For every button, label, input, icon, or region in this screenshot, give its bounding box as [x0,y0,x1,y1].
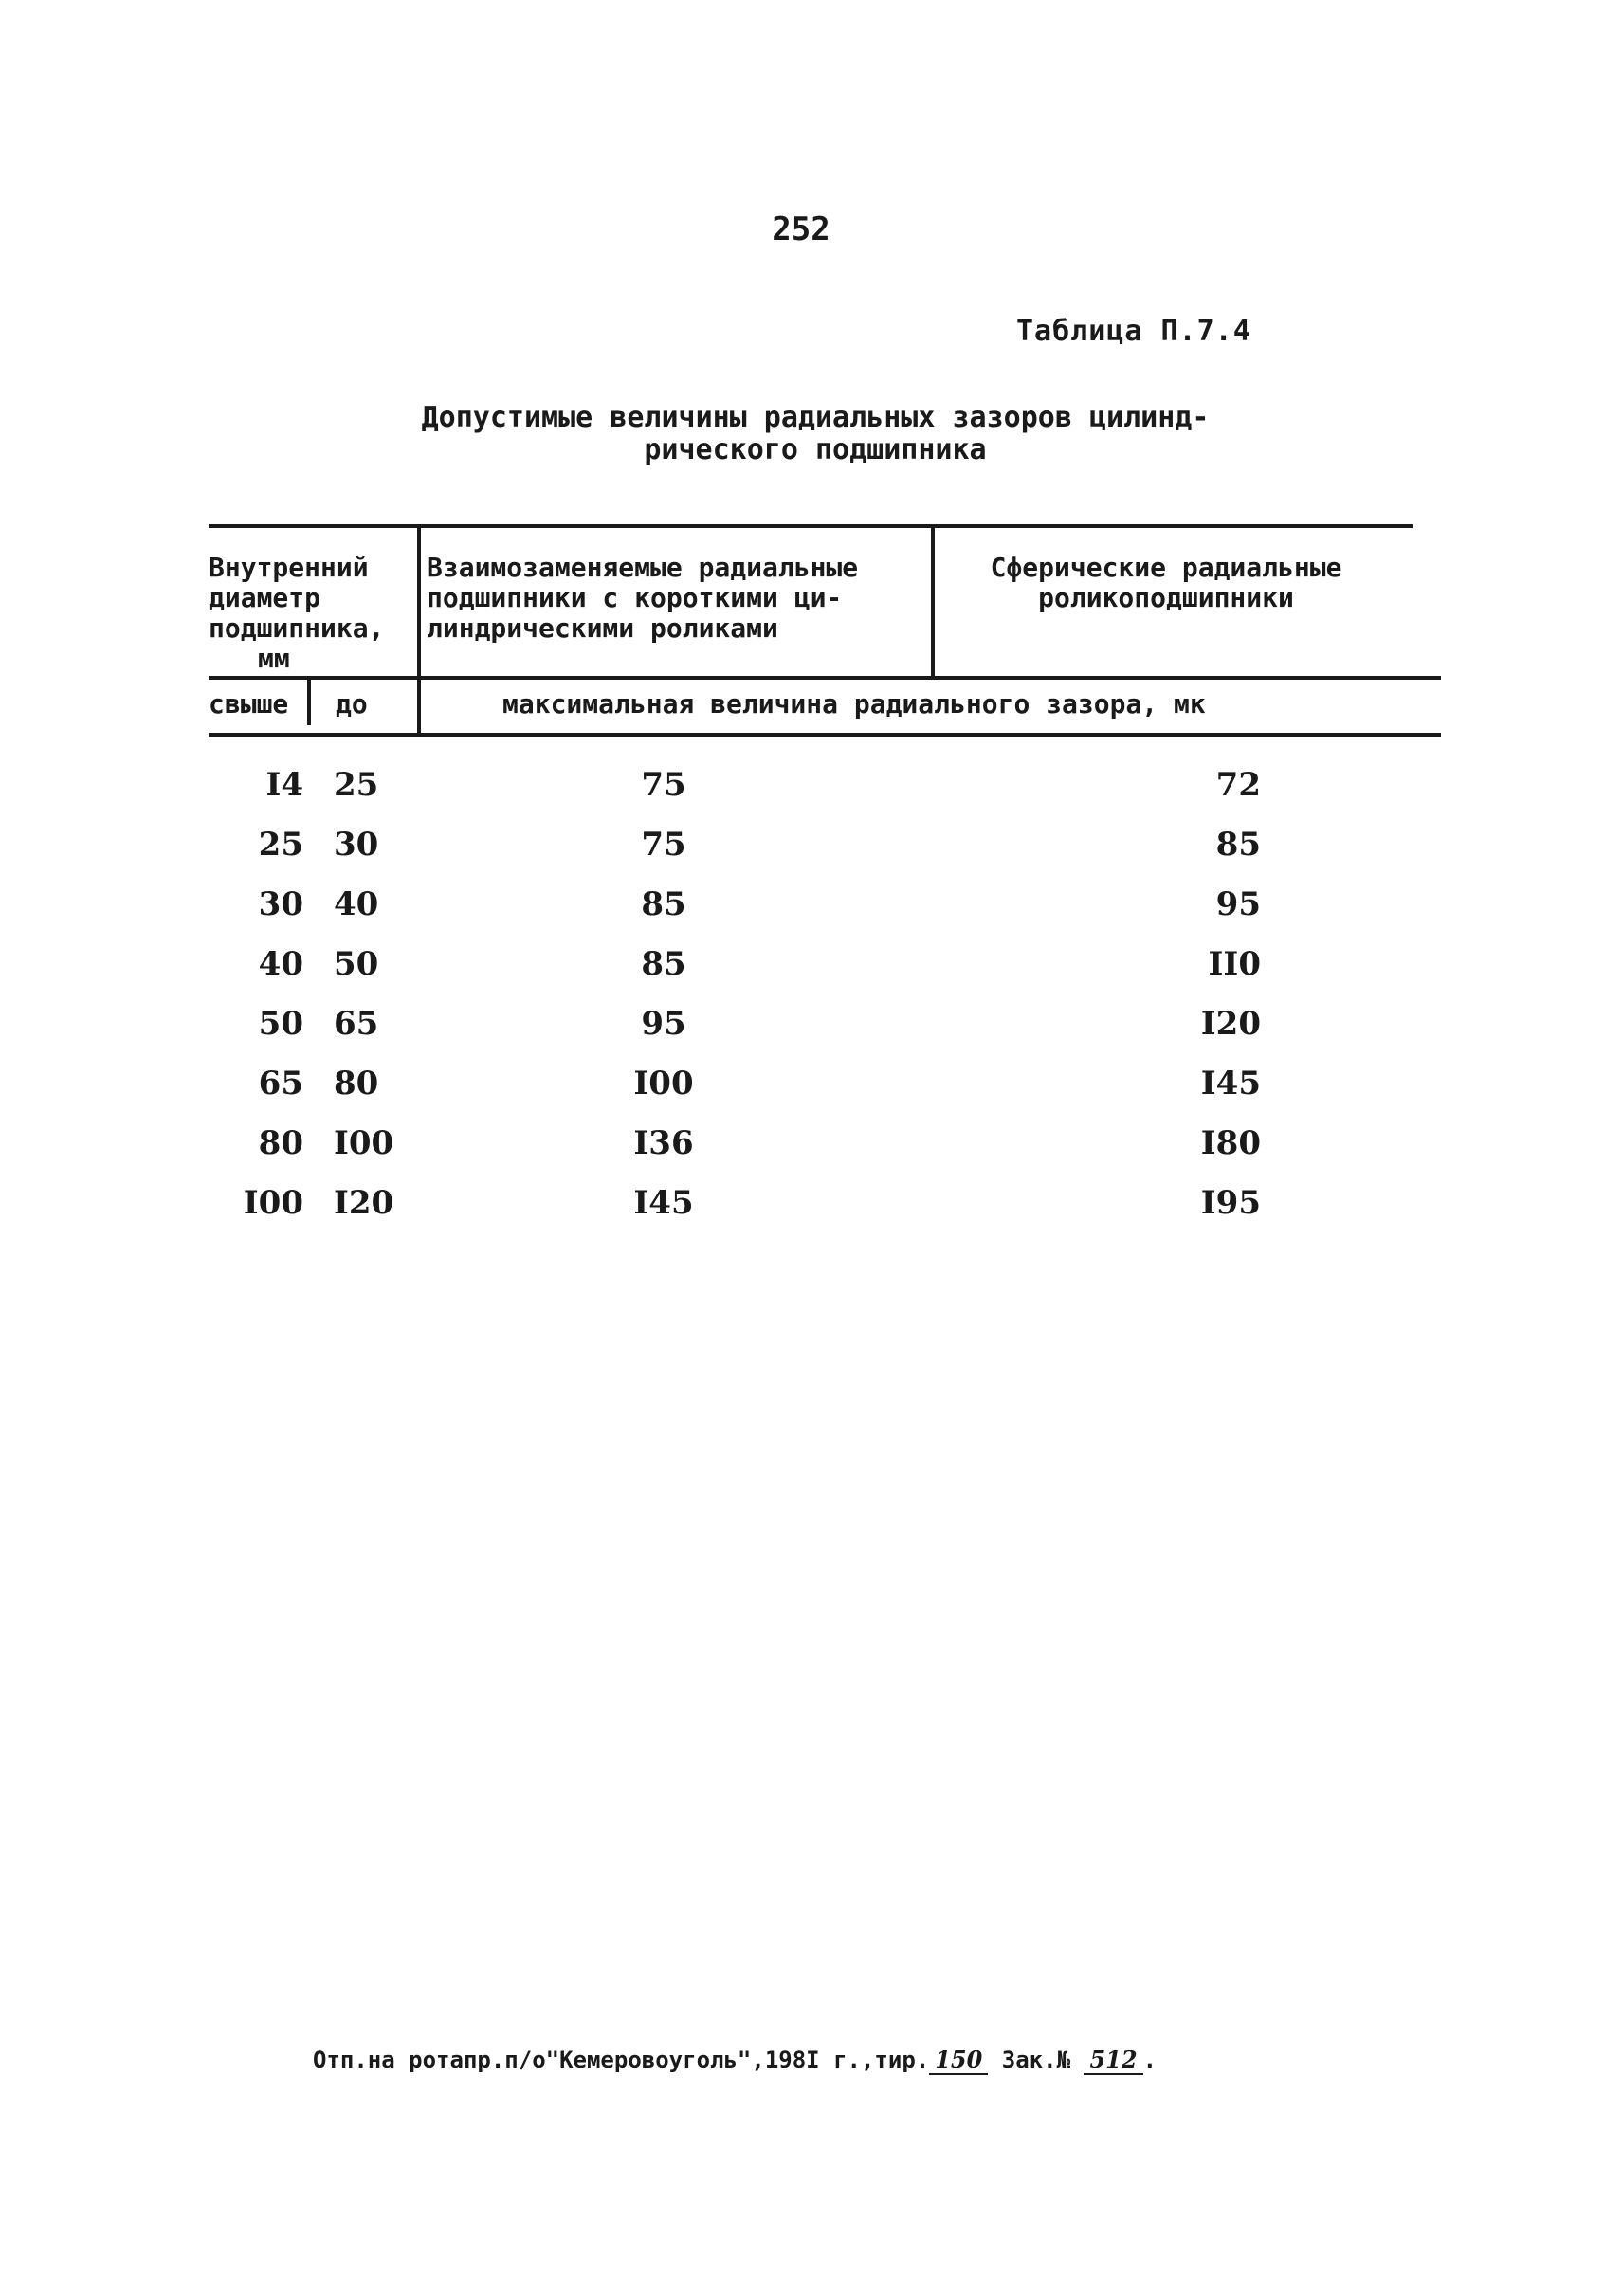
cell-from: I00 [243,1184,303,1222]
header-cylindrical-line-3: линдрическими роликами [427,612,778,644]
header-spherical-line-1: Сферические радиальные [990,552,1342,583]
cell-to: 50 [334,945,379,983]
cell-to: 25 [334,766,379,804]
table-title-line-2: рического подшипника [644,433,987,466]
cell-cylindrical: 75 [641,766,686,804]
print-imprint: Отп.на ротапр.п/о"Кемеровоуголь",198I г.,тир. 150 Зак.№ 512 . [313,2046,1158,2073]
table-row [0,766,1623,823]
cell-cylindrical: I36 [633,1124,694,1162]
cell-from: 65 [258,1065,303,1102]
table-label: Таблица П.7.4 [1016,315,1251,348]
order-label: Зак.№ [1001,2047,1071,2073]
handwritten-circulation: 150 [929,2046,988,2075]
cell-spherical: I80 [1200,1124,1261,1162]
cell-from: 80 [258,1124,303,1162]
cell-spherical: I45 [1200,1065,1261,1102]
cell-from: 40 [258,945,303,983]
cell-from: I4 [265,766,303,804]
cell-to: I20 [334,1184,394,1222]
cell-spherical: 95 [1215,885,1261,923]
cell-cylindrical: I45 [633,1184,694,1222]
table-header-rule [209,676,1441,680]
cell-to: 80 [334,1065,379,1102]
cell-cylindrical: 75 [641,826,686,864]
cell-cylindrical: I00 [633,1065,694,1102]
header-divider-cylindrical [931,524,935,680]
header-divider-diameter [417,524,421,735]
header-diameter-line-2: диаметр [209,582,321,613]
cell-from: 50 [258,1005,303,1043]
table-row [0,1065,1623,1121]
header-spherical-line-2: роликоподшипники [1038,582,1294,613]
cell-spherical: II0 [1208,945,1261,983]
header-from: свыше [209,688,289,720]
table-row [0,1005,1623,1062]
cell-spherical: I95 [1200,1184,1261,1222]
cell-spherical: 85 [1215,826,1261,864]
header-cylindrical-line-2: подшипники с короткими ци- [427,582,843,613]
table-title-line-1: Допустимые величины радиальных зазоров цилинд- [421,401,1210,434]
header-diameter-line-3: подшипника, [209,612,385,644]
cell-to: 30 [334,826,379,864]
handwritten-order-number: 512 [1084,2046,1142,2075]
table-row [0,1184,1623,1241]
table-row [0,1124,1623,1181]
cell-cylindrical: 95 [641,1005,686,1043]
table-row [0,885,1623,942]
cell-from: 25 [258,826,303,864]
header-span-label: максимальная величина радиального зазора, мк [502,688,1206,720]
cell-spherical: I20 [1200,1005,1261,1043]
table-subheader-rule [209,733,1441,737]
header-diameter [209,553,384,674]
cell-from: 30 [258,885,303,923]
table-row [0,945,1623,1002]
cell-to: I00 [334,1124,394,1162]
page-number: 252 [772,210,830,248]
cell-cylindrical: 85 [641,945,686,983]
imprint-text: Отп.на ротапр.п/о"Кемеровоуголь",198I г.,тир. [313,2047,930,2073]
header-spherical [948,553,1384,613]
header-cylindrical-line-1: Взаимозаменяемые радиальные [427,552,859,583]
cell-to: 65 [334,1005,379,1043]
header-to: до [336,688,368,720]
header-diameter-line-4: мм [258,643,290,674]
cell-cylindrical: 85 [641,885,686,923]
header-cylindrical [427,553,858,644]
table-top-rule [209,524,1413,528]
table-row [0,826,1623,883]
cell-spherical: 72 [1215,766,1261,804]
cell-to: 40 [334,885,379,923]
table-title [284,402,1346,466]
header-divider-from-to [307,678,311,725]
header-diameter-line-1: Внутренний [209,552,369,583]
